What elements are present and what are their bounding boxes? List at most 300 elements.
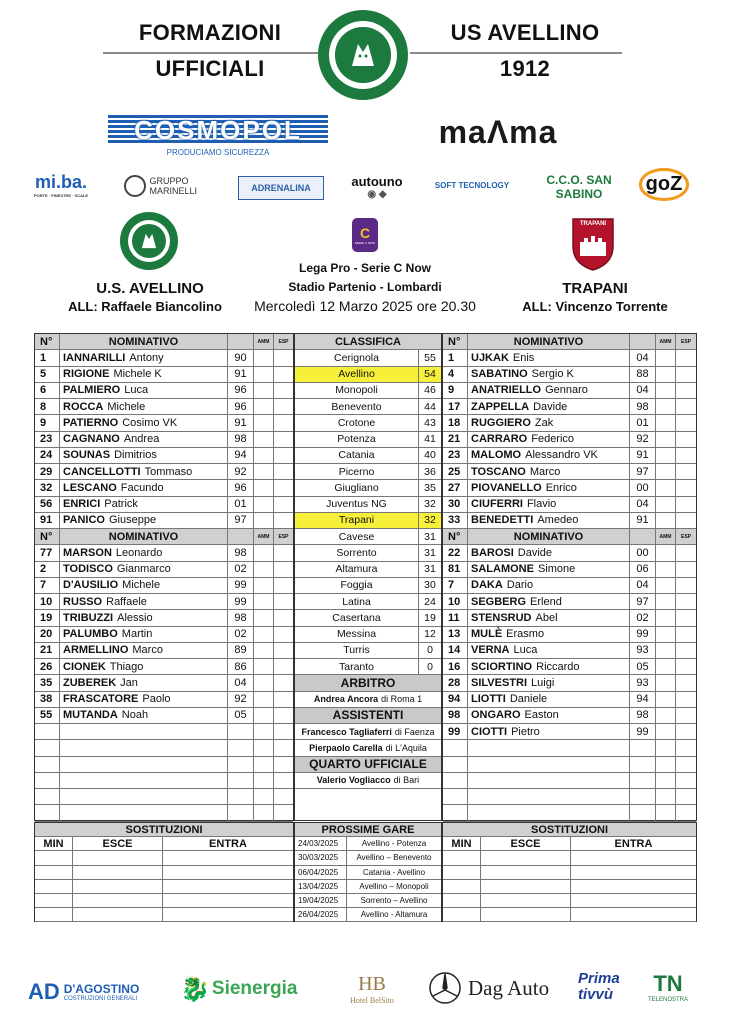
standings-points: 36 [424,465,436,478]
footer-sponsor-dagostino [28,972,148,1012]
table-cell [35,789,60,804]
standings-points: 41 [424,433,436,446]
next-match-fixture: Avellino – Benevento [356,853,432,863]
player-row [443,383,696,399]
player-surname: IANNARILLI [63,351,126,364]
num-header: N° [35,529,60,544]
num-header: N° [443,529,468,544]
table-cell [274,740,293,755]
player-row [443,659,696,675]
esp-cell [676,659,696,674]
standings-row [295,367,441,383]
match-date: Mercoledì 12 Marzo 2025 ore 20.30 [254,298,476,314]
player-first-name: Patrick [104,498,138,511]
official-city: di Faenza [394,726,435,737]
esp-cell [676,383,696,398]
min-header: MIN [443,837,481,850]
player-year: 99 [630,724,656,739]
player-number: 7 [35,578,60,593]
player-row [443,562,696,578]
player-surname: CARRARO [471,433,528,446]
arbitro-header-row [295,675,441,691]
home-substitutions-table [34,822,294,922]
player-name [60,545,228,560]
player-number: 55 [35,708,60,723]
standings-team: Cavese [295,529,419,544]
serie-c-badge-text: SERIE C NOW [354,241,376,245]
amm-cell [656,513,676,528]
player-row [35,480,293,496]
player-row [35,415,293,431]
player-row [35,675,293,691]
standings-points: 35 [424,481,436,494]
min-cell [443,880,481,893]
tn-icon: TN [653,971,683,996]
player-number: 27 [443,480,468,495]
player-name [468,545,630,560]
esce-cell [73,880,163,893]
player-surname: LIOTTI [471,693,506,706]
player-surname: ROCCA [63,400,104,413]
player-year: 92 [228,464,254,479]
table-cell [228,740,254,755]
player-year: 96 [228,399,254,414]
player-first-name: Michele [122,579,161,592]
player-name [60,692,228,707]
player-row [35,594,293,610]
player-year: 98 [630,708,656,723]
substitutions-title-row [443,823,696,837]
esce-cell [481,880,571,893]
amm-cell [254,578,274,593]
quarto-header-row [295,757,441,773]
empty-row [443,773,696,789]
player-year: 93 [630,643,656,658]
standings-team: Turris [295,643,419,658]
quarto-header: QUARTO UFFICIALE [295,757,441,772]
player-surname: SILVESTRI [471,676,528,689]
name-header: NOMINATIVO [60,334,228,349]
player-name [468,627,630,642]
sponsor-miba-label: mi.ba. [34,172,87,192]
amm-cell [254,659,274,674]
player-surname: PANICO [63,514,105,527]
player-number: 99 [443,724,468,739]
player-number: 26 [35,659,60,674]
esp-cell [676,497,696,512]
player-name [60,643,228,658]
player-surname: LESCANO [63,481,117,494]
table-cell [468,805,630,820]
standings-points: 0 [427,644,433,657]
player-first-name: Pietro [511,725,540,738]
standings-points: 30 [424,579,436,592]
amm-cell [656,383,676,398]
player-first-name: Jan [120,676,138,689]
player-first-name: Alessandro VK [525,449,598,462]
player-surname: PALMIERO [63,384,121,397]
amm-cell [254,692,274,707]
player-surname: STENSRUD [471,611,532,624]
player-year: 92 [630,432,656,447]
player-first-name: Andrea [123,433,160,446]
table-cell [630,757,656,772]
standings-points: 54 [419,367,441,382]
player-year: 90 [228,350,254,365]
assistente-row [295,724,441,740]
player-row [443,497,696,513]
player-number: 5 [35,367,60,382]
table-cell [60,773,228,788]
amm-cell [254,350,274,365]
player-year: 04 [630,497,656,512]
player-year: 99 [228,594,254,609]
amm-cell [254,708,274,723]
official-name [295,692,441,707]
amm-cell [656,367,676,382]
official-name [295,773,441,788]
footer-sponsor-hotel-belsito [336,966,408,1012]
player-row [443,724,696,740]
player-row [35,643,293,659]
substitutions-header-row [443,837,696,851]
avellino-crest-header [318,10,408,100]
player-number: 10 [443,594,468,609]
table-cell [656,805,676,820]
player-row [35,578,293,594]
table-cell [630,789,656,804]
player-year: 01 [630,415,656,430]
esp-cell [274,562,293,577]
player-row [443,480,696,496]
player-row [443,448,696,464]
standings-points: 43 [424,416,436,429]
player-row [443,367,696,383]
avellino-crest-home [120,212,178,270]
amm-cell [656,432,676,447]
table-cell [35,740,60,755]
amm-cell [656,610,676,625]
player-surname: D'AUSILIO [63,579,119,592]
player-year: 92 [228,692,254,707]
player-year: 96 [228,480,254,495]
player-row [35,659,293,675]
amm-cell [656,448,676,463]
player-first-name: Paolo [142,693,171,706]
player-name [60,675,228,690]
hotel-belsito-label: Hotel BelSito [350,996,394,1005]
assistenti-header-row [295,708,441,724]
esce-cell [481,851,571,864]
player-number: 17 [443,399,468,414]
standings-team: Juventus NG [295,497,419,512]
player-first-name: Erasmo [506,628,545,641]
player-year: 91 [630,448,656,463]
dagostino-logo-icon: AD [28,979,60,1004]
substitution-row [443,851,696,865]
player-number: 81 [443,562,468,577]
amm-cell [254,562,274,577]
player-first-name: Michele [107,400,146,413]
min-cell [35,866,73,879]
substitution-row [443,866,696,880]
player-number: 29 [35,464,60,479]
player-surname: FRASCATORE [63,693,139,706]
standings-team: Crotone [295,415,419,430]
table-cell [274,789,293,804]
standings-row [295,627,441,643]
player-first-name: Tommaso [144,465,193,478]
substitution-row [35,894,293,908]
esce-header: ESCE [481,837,571,850]
player-number: 25 [443,464,468,479]
player-first-name: Michele K [113,368,162,381]
table-cell [676,740,696,755]
next-match-date: 13/04/2025 [295,880,347,893]
player-year: 04 [630,350,656,365]
player-name [60,627,228,642]
amm-cell [254,545,274,560]
official-name [295,724,441,739]
esp-header: ESP [278,338,289,345]
table-cell [468,789,630,804]
player-number: 10 [35,594,60,609]
player-row [443,464,696,480]
player-surname: CIOTTI [471,725,508,738]
amm-cell [656,627,676,642]
player-row [35,708,293,724]
standings-row [295,562,441,578]
standings-row [295,448,441,464]
next-match-date: 06/04/2025 [295,866,347,879]
sponsor-cosmopol [108,115,328,145]
away-team-name: TRAPANI [562,280,628,297]
entra-cell [163,851,293,864]
player-name [468,659,630,674]
entra-cell [571,880,696,893]
num-header: N° [443,334,468,349]
player-year: 98 [630,399,656,414]
esp-cell [274,708,293,723]
sponsor-cco-san-sabino: C.C.O. SAN SABINO [546,173,612,201]
player-year: 02 [630,610,656,625]
amm-cell [656,399,676,414]
sponsor-mama: maɅma [438,113,558,150]
player-row [443,415,696,431]
player-number: 9 [35,415,60,430]
player-number: 98 [443,708,468,723]
player-name [468,367,630,382]
next-match-row [295,851,441,865]
table-cell [60,757,228,772]
standings-row [295,578,441,594]
player-year: 05 [630,659,656,674]
player-surname: UJKAK [471,351,509,364]
player-surname: CIONEK [63,660,106,673]
player-number: 33 [443,513,468,528]
standings-points: 19 [424,611,436,624]
player-number: 4 [443,367,468,382]
player-surname: SOUNAS [63,449,111,462]
player-surname: ENRICI [63,498,101,511]
esp-cell [676,724,696,739]
entra-header: ENTRA [209,837,247,850]
esp-cell [676,594,696,609]
player-surname: PATIERNO [63,416,119,429]
esce-header: ESCE [73,837,163,850]
player-surname: CAGNANO [63,433,120,446]
player-year: 91 [630,513,656,528]
amm-cell [656,480,676,495]
amm-cell [254,464,274,479]
sponsor-goz [638,166,690,202]
player-surname: MUTANDA [63,709,118,722]
player-number: 24 [35,448,60,463]
amm-cell [254,415,274,430]
table-cell [676,773,696,788]
player-year: 01 [228,497,254,512]
table-cell [35,805,60,820]
player-first-name: Simone [537,563,576,576]
player-row [443,643,696,659]
sponsor-marinelli-mark [124,175,146,197]
player-surname: MARSON [63,546,112,559]
player-row [35,448,293,464]
standings-row [295,545,441,561]
player-number: 91 [35,513,60,528]
esp-cell [274,594,293,609]
esp-cell [274,497,293,512]
table-cell [35,757,60,772]
next-match-fixture: Sorrento – Avellino [360,896,428,906]
player-name [468,708,630,723]
standings-row [295,513,441,529]
next-match-date: 30/03/2025 [295,851,347,864]
amm-cell [254,432,274,447]
player-surname: SEGBERG [471,595,527,608]
min-cell [35,894,73,907]
table-cell [228,789,254,804]
esp-cell [676,367,696,382]
official-surname: Francesco Tagliaferri [301,726,392,737]
player-name [60,659,228,674]
footer-sponsor-dag-auto [428,968,558,1008]
sponsor-autouno [344,172,410,202]
amm-cell [254,497,274,512]
esp-header: ESP [680,533,691,540]
table-cell [274,773,293,788]
esp-cell [676,675,696,690]
sponsor-cosmopol-sub: PRODUCIAMO SICUREZZA [166,147,270,157]
table-cell [274,757,293,772]
player-first-name: Raffaele [106,595,147,608]
player-number: 1 [443,350,468,365]
player-name [60,513,228,528]
player-surname: MALOMO [471,449,522,462]
standings-row [295,350,441,366]
table-cell [228,724,254,739]
table-cell [468,773,630,788]
esce-cell [73,894,163,907]
lineup-header-row [443,334,696,350]
amm-cell [656,350,676,365]
player-name [60,578,228,593]
player-year: 88 [630,367,656,382]
player-surname: SALAMONE [471,563,534,576]
table-cell [630,740,656,755]
lineup-header-row [35,529,293,545]
wolf-icon [346,38,380,72]
arbitro-header: ARBITRO [295,675,441,690]
entra-cell [571,866,696,879]
home-coach: ALL: Raffaele Biancolino [68,299,222,314]
player-year: 98 [228,432,254,447]
amm-cell [656,497,676,512]
min-cell [443,894,481,907]
amm-cell [656,415,676,430]
player-year: 02 [228,562,254,577]
player-surname: CANCELLOTTI [63,465,141,478]
player-name [468,724,630,739]
table-cell [443,757,468,772]
esp-cell [676,513,696,528]
substitution-row [35,880,293,894]
player-name [468,643,630,658]
player-row [443,432,696,448]
player-surname: RUSSO [63,595,103,608]
player-number: 38 [35,692,60,707]
player-number: 30 [443,497,468,512]
substitution-row [443,894,696,908]
table-cell [656,773,676,788]
amm-cell [656,545,676,560]
amm-cell [254,675,274,690]
player-year: 02 [228,627,254,642]
table-cell [254,740,274,755]
next-match-date: 24/03/2025 [295,837,347,850]
sponsor-marinelli [120,172,215,200]
standings-row [295,464,441,480]
player-year: 94 [228,448,254,463]
sponsor-marinelli-label: GRUPPO MARINELLI [149,176,198,196]
table-cell [468,757,630,772]
official-city: di Roma 1 [381,694,423,705]
substitution-row [443,908,696,922]
amm-cell [656,562,676,577]
next-matches-table [294,822,442,922]
official-name [295,740,441,755]
standings-points: 32 [419,513,441,528]
player-first-name: Alessio [117,611,153,624]
player-first-name: Amedeo [537,514,579,527]
esp-cell [274,643,293,658]
dag-auto-label: Dag Auto [468,975,550,1000]
next-match-date: 26/04/2025 [295,908,347,921]
sponsor-soft-tecnology: SOFT TECNOLOGY [434,180,510,190]
player-first-name: Dario [506,579,534,592]
away-substitutions-table [442,822,697,922]
standings-team: Altamura [295,562,419,577]
table-cell [60,724,228,739]
amm-cell [254,480,274,495]
player-number: 32 [35,480,60,495]
player-year: 96 [228,383,254,398]
official-city: di L'Aquila [385,742,427,753]
player-surname: ONGARO [471,709,521,722]
standings-team: Foggia [295,578,419,593]
standings-team: Picerno [295,464,419,479]
player-row [35,562,293,578]
